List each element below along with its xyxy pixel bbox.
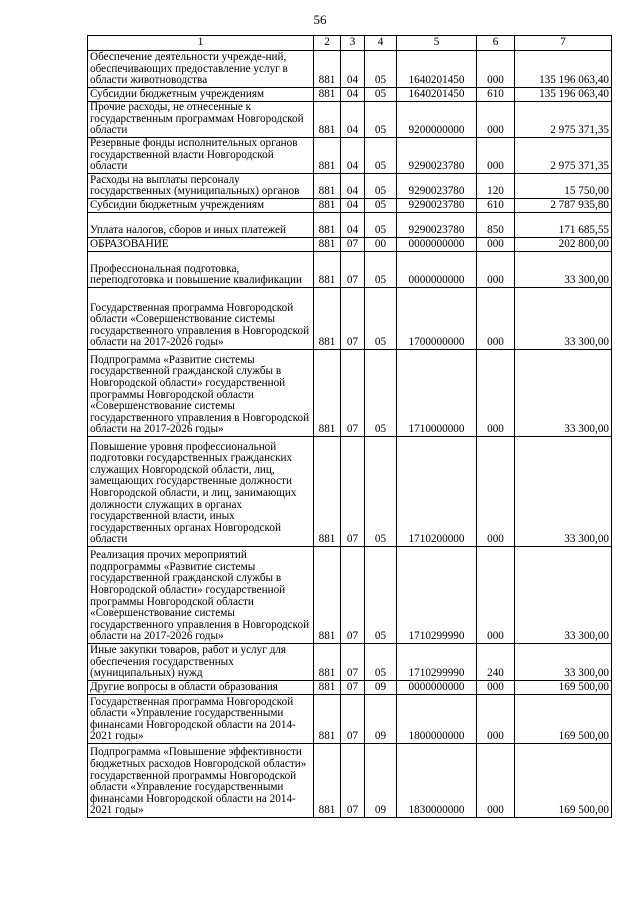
amount-cell: 171 685,55 bbox=[515, 213, 612, 238]
row-name-cell: Обеспечение деятельности учрежде-ний, обеспечивающих предоставление услуг в области животноводства bbox=[88, 51, 314, 88]
row-name-cell: Подпрограмма «Развитие системы государственной гражданской службы в Новгородской области» государственной программы Новгородской области «Совершенствование системы государственного управления в Новгородской области на 2017-2026 годы» bbox=[88, 350, 314, 437]
target-article-cell: 9290023780 bbox=[397, 138, 477, 174]
row-name-cell: ОБРАЗОВАНИЕ bbox=[88, 238, 314, 252]
target-article-cell: 9200000000 bbox=[397, 102, 477, 138]
subsection-cell: 05 bbox=[365, 547, 397, 644]
row-name-cell: Уплата налогов, сборов и иных платежей bbox=[88, 213, 314, 238]
expense-type-cell: 000 bbox=[477, 288, 515, 350]
section-cell: 04 bbox=[341, 138, 365, 174]
target-article-cell: 1710000000 bbox=[397, 350, 477, 437]
table-row bbox=[88, 238, 612, 252]
subsection-cell: 05 bbox=[365, 288, 397, 350]
expense-type-cell: 000 bbox=[477, 138, 515, 174]
amount-cell: 135 196 063,40 bbox=[515, 51, 612, 88]
header-col-4: 4 bbox=[365, 36, 397, 51]
row-name-cell: Подпрограмма «Повышение эффективности бюджетных расходов Новгородской области» государственной программы Новгородской области «Управление государственными финансами Новгородской области на 2014-2021 годы» bbox=[88, 744, 314, 818]
row-name-cell: Субсидии бюджетным учреждениям bbox=[88, 88, 314, 102]
header-col-5: 5 bbox=[397, 36, 477, 51]
table-row bbox=[88, 102, 612, 138]
subsection-cell: 05 bbox=[365, 437, 397, 547]
section-cell: 04 bbox=[341, 174, 365, 199]
expense-type-cell: 000 bbox=[477, 695, 515, 744]
expense-type-cell: 000 bbox=[477, 437, 515, 547]
row-name-cell: Прочие расходы, не отнесенные к государственным программам Новгородской области bbox=[88, 102, 314, 138]
page-number: 56 bbox=[313, 12, 327, 27]
target-article-cell: 1800000000 bbox=[397, 695, 477, 744]
section-cell: 07 bbox=[341, 252, 365, 288]
target-article-cell: 0000000000 bbox=[397, 252, 477, 288]
table-row bbox=[88, 695, 612, 744]
subsection-cell: 05 bbox=[365, 102, 397, 138]
table-row bbox=[88, 681, 612, 695]
table-row bbox=[88, 350, 612, 437]
table-row bbox=[88, 174, 612, 199]
table-row bbox=[88, 213, 612, 238]
amount-cell: 33 300,00 bbox=[515, 288, 612, 350]
ministry-code-cell: 881 bbox=[314, 644, 341, 681]
expense-type-cell: 000 bbox=[477, 252, 515, 288]
table-row bbox=[88, 199, 612, 213]
target-article-cell: 9290023780 bbox=[397, 174, 477, 199]
section-cell: 07 bbox=[341, 288, 365, 350]
target-article-cell: 0000000000 bbox=[397, 681, 477, 695]
section-cell: 04 bbox=[341, 199, 365, 213]
row-name-cell: Расходы на выплаты персоналу государственных (муниципальных) органов bbox=[88, 174, 314, 199]
subsection-cell: 05 bbox=[365, 51, 397, 88]
ministry-code-cell: 881 bbox=[314, 437, 341, 547]
expense-type-cell: 000 bbox=[477, 51, 515, 88]
row-name-cell: Другие вопросы в области образования bbox=[88, 681, 314, 695]
subsection-cell: 05 bbox=[365, 138, 397, 174]
table-row bbox=[88, 138, 612, 174]
table-row bbox=[88, 88, 612, 102]
row-name-cell: Повышение уровня профессиональной подготовки государственных гражданских служащих Новгородской области, лиц, замещающих государственные должности Новгородской области, и лиц, занимающих должности служащих в органах государственной власти, иных государственных органах Новгородской области bbox=[88, 437, 314, 547]
ministry-code-cell: 881 bbox=[314, 288, 341, 350]
row-name-cell: Резервные фонды исполнительных органов государственной власти Новгородской области bbox=[88, 138, 314, 174]
budget-table bbox=[87, 35, 612, 818]
expense-type-cell: 000 bbox=[477, 681, 515, 695]
amount-cell: 33 300,00 bbox=[515, 437, 612, 547]
target-article-cell: 1700000000 bbox=[397, 288, 477, 350]
subsection-cell: 05 bbox=[365, 199, 397, 213]
section-cell: 07 bbox=[341, 681, 365, 695]
amount-cell: 169 500,00 bbox=[515, 681, 612, 695]
ministry-code-cell: 881 bbox=[314, 744, 341, 818]
amount-cell: 2 975 371,35 bbox=[515, 102, 612, 138]
ministry-code-cell: 881 bbox=[314, 199, 341, 213]
expense-type-cell: 850 bbox=[477, 213, 515, 238]
header-col-2: 2 bbox=[314, 36, 341, 51]
ministry-code-cell: 881 bbox=[314, 238, 341, 252]
row-name-cell: Иные закупки товаров, работ и услуг для обеспечения государственных (муниципальных) нужд bbox=[88, 644, 314, 681]
ministry-code-cell: 881 bbox=[314, 547, 341, 644]
section-cell: 04 bbox=[341, 51, 365, 88]
subsection-cell: 09 bbox=[365, 681, 397, 695]
target-article-cell: 1640201450 bbox=[397, 88, 477, 102]
ministry-code-cell: 881 bbox=[314, 695, 341, 744]
amount-cell: 15 750,00 bbox=[515, 174, 612, 199]
amount-cell: 169 500,00 bbox=[515, 744, 612, 818]
target-article-cell: 9290023780 bbox=[397, 199, 477, 213]
amount-cell: 2 787 935,80 bbox=[515, 199, 612, 213]
row-name-cell: Государственная программа Новгородской области «Управление государственными финансами Новгородской области на 2014-2021 годы» bbox=[88, 695, 314, 744]
amount-cell: 169 500,00 bbox=[515, 695, 612, 744]
ministry-code-cell: 881 bbox=[314, 138, 341, 174]
table-row bbox=[88, 252, 612, 288]
ministry-code-cell: 881 bbox=[314, 102, 341, 138]
section-cell: 07 bbox=[341, 744, 365, 818]
ministry-code-cell: 881 bbox=[314, 174, 341, 199]
row-name-cell: Государственная программа Новгородской области «Совершенствование системы государственного управления в Новгородской области на 2017-2026 годы» bbox=[88, 288, 314, 350]
header-col-3: 3 bbox=[341, 36, 365, 51]
expense-type-cell: 240 bbox=[477, 644, 515, 681]
target-article-cell: 0000000000 bbox=[397, 238, 477, 252]
target-article-cell: 1710200000 bbox=[397, 437, 477, 547]
amount-cell: 33 300,00 bbox=[515, 252, 612, 288]
table-row bbox=[88, 437, 612, 547]
target-article-cell: 1830000000 bbox=[397, 744, 477, 818]
header-row bbox=[88, 36, 612, 51]
header-col-1: 1 bbox=[88, 36, 314, 51]
subsection-cell: 05 bbox=[365, 88, 397, 102]
subsection-cell: 05 bbox=[365, 644, 397, 681]
ministry-code-cell: 881 bbox=[314, 51, 341, 88]
section-cell: 07 bbox=[341, 350, 365, 437]
ministry-code-cell: 881 bbox=[314, 350, 341, 437]
row-name-cell: Профессиональная подготовка, переподготовка и повышение квалификации bbox=[88, 252, 314, 288]
target-article-cell: 1640201450 bbox=[397, 51, 477, 88]
expense-type-cell: 000 bbox=[477, 744, 515, 818]
target-article-cell: 9290023780 bbox=[397, 213, 477, 238]
section-cell: 07 bbox=[341, 695, 365, 744]
section-cell: 07 bbox=[341, 644, 365, 681]
subsection-cell: 00 bbox=[365, 238, 397, 252]
subsection-cell: 09 bbox=[365, 695, 397, 744]
target-article-cell: 1710299990 bbox=[397, 644, 477, 681]
amount-cell: 135 196 063,40 bbox=[515, 88, 612, 102]
table-row bbox=[88, 547, 612, 644]
ministry-code-cell: 881 bbox=[314, 681, 341, 695]
target-article-cell: 1710299990 bbox=[397, 547, 477, 644]
subsection-cell: 05 bbox=[365, 174, 397, 199]
subsection-cell: 05 bbox=[365, 350, 397, 437]
expense-type-cell: 000 bbox=[477, 238, 515, 252]
row-name-cell: Субсидии бюджетным учреждениям bbox=[88, 199, 314, 213]
expense-type-cell: 000 bbox=[477, 547, 515, 644]
amount-cell: 33 300,00 bbox=[515, 644, 612, 681]
expense-type-cell: 120 bbox=[477, 174, 515, 199]
amount-cell: 2 975 371,35 bbox=[515, 138, 612, 174]
ministry-code-cell: 881 bbox=[314, 88, 341, 102]
header-col-6: 6 bbox=[477, 36, 515, 51]
section-cell: 04 bbox=[341, 213, 365, 238]
row-name-cell: Реализация прочих мероприятий подпрограммы «Развитие системы государственной гражданской службы в Новгородской области» государственной программы Новгородской области «Совершенствование системы государственного управления в Новгородской области на 2017-2026 годы» bbox=[88, 547, 314, 644]
section-cell: 04 bbox=[341, 102, 365, 138]
amount-cell: 33 300,00 bbox=[515, 350, 612, 437]
expense-type-cell: 000 bbox=[477, 102, 515, 138]
section-cell: 07 bbox=[341, 547, 365, 644]
expense-type-cell: 000 bbox=[477, 350, 515, 437]
expense-type-cell: 610 bbox=[477, 88, 515, 102]
table-row bbox=[88, 288, 612, 350]
table-row bbox=[88, 51, 612, 88]
subsection-cell: 05 bbox=[365, 252, 397, 288]
subsection-cell: 05 bbox=[365, 213, 397, 238]
table-row bbox=[88, 644, 612, 681]
ministry-code-cell: 881 bbox=[314, 213, 341, 238]
section-cell: 07 bbox=[341, 238, 365, 252]
ministry-code-cell: 881 bbox=[314, 252, 341, 288]
header-col-7: 7 bbox=[515, 36, 612, 51]
amount-cell: 202 800,00 bbox=[515, 238, 612, 252]
subsection-cell: 09 bbox=[365, 744, 397, 818]
section-cell: 07 bbox=[341, 437, 365, 547]
table-row bbox=[88, 744, 612, 818]
section-cell: 04 bbox=[341, 88, 365, 102]
expense-type-cell: 610 bbox=[477, 199, 515, 213]
amount-cell: 33 300,00 bbox=[515, 547, 612, 644]
